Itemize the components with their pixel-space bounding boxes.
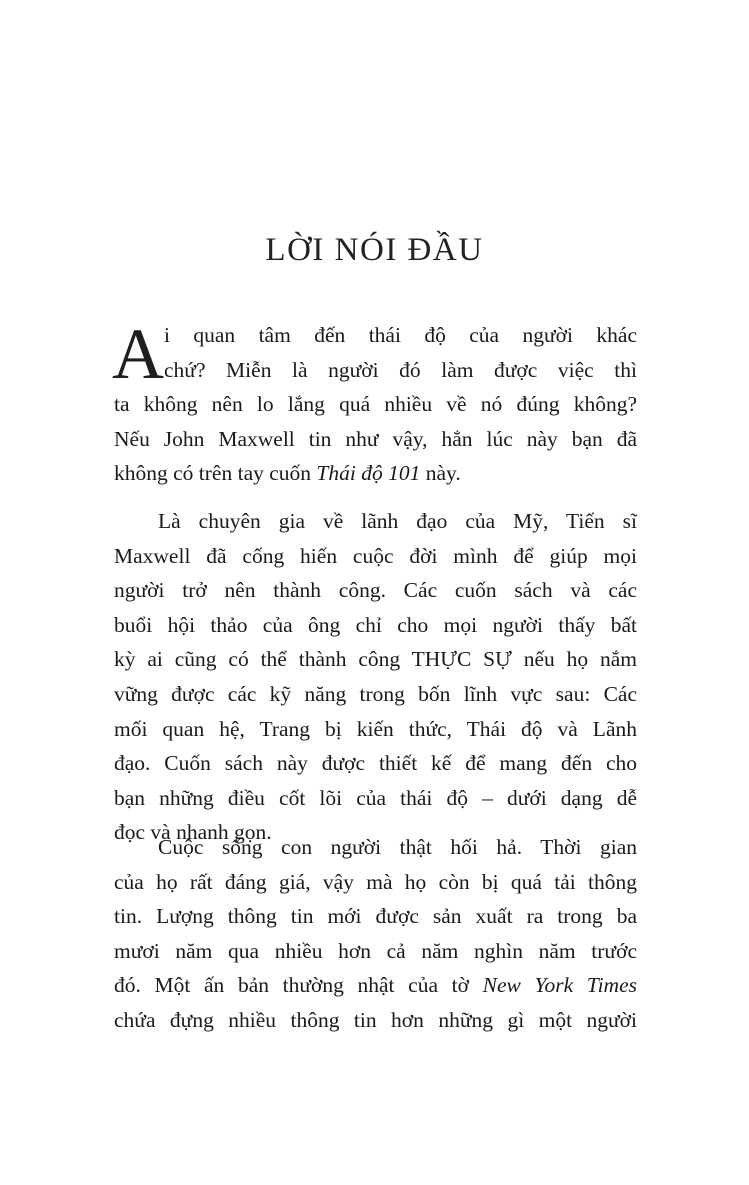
text-line: đạo. Cuốn sách này được thiết kế để mang đến cho: [114, 751, 637, 776]
text-line: i quan tâm đến thái độ của người khác: [164, 323, 637, 347]
text-line: của họ rất đáng giá, vậy mà họ còn bị quá tải thông: [114, 869, 637, 894]
text-line: người trở nên thành công. Các cuốn sách và các: [114, 578, 637, 603]
text-line: ta không nên lo lắng quá nhiều về nó đúng không?: [114, 392, 637, 417]
paragraph-2: [114, 504, 637, 845]
text-line: chứa đựng nhiều thông tin hơn những gì một người: [114, 1007, 637, 1032]
text-line: Nếu John Maxwell tin như vậy, hẳn lúc này bạn đã: [114, 426, 637, 451]
body-text: [112, 314, 637, 1038]
text-line: bạn những điều cốt lõi của thái độ – dưới dạng dễ: [114, 785, 637, 810]
text-line: chứ? Miễn là người đó làm được việc thì: [164, 357, 637, 382]
text-line: Là chuyên gia về lãnh đạo của Mỹ, Tiến sĩ: [158, 509, 637, 533]
text-line: đọc và nhanh gọn.: [114, 820, 272, 845]
book-title-italic: Thái độ 101: [316, 461, 421, 486]
paragraph-1: [112, 314, 637, 491]
text-line: mươi năm qua nhiều hơn cả năm nghìn năm trước: [114, 938, 637, 963]
newspaper-title-italic: New York Times: [482, 973, 637, 998]
text-line: tin. Lượng thông tin mới được sản xuất ra trong ba: [114, 904, 637, 929]
chapter-title: LỜI NÓI ĐẦU: [265, 232, 484, 268]
text-line: buổi hội thảo của ông chỉ cho mọi người thấy bất: [114, 612, 637, 637]
drop-cap: A: [112, 314, 164, 394]
paragraph-3: [114, 830, 637, 1038]
text-line: [114, 456, 637, 491]
text-line: mối quan hệ, Trang bị kiến thức, Thái độ và Lãnh: [114, 716, 637, 741]
text-segment: không có trên tay cuốn: [114, 461, 317, 486]
text-line: Maxwell đã cống hiến cuộc đời mình để giúp mọi: [114, 543, 637, 568]
text-line: vững được các kỹ năng trong bốn lĩnh vực sau: Các: [114, 681, 637, 706]
text-line: kỳ ai cũng có thể thành công THỰC SỰ nếu họ nắm: [114, 647, 637, 672]
text-line: [114, 968, 637, 1003]
text-segment: này.: [420, 461, 461, 486]
text-segment: đó. Một ấn bản thường nhật của tờ: [114, 973, 483, 998]
text-line: Cuộc sống con người thật hối hả. Thời gian: [158, 835, 637, 859]
